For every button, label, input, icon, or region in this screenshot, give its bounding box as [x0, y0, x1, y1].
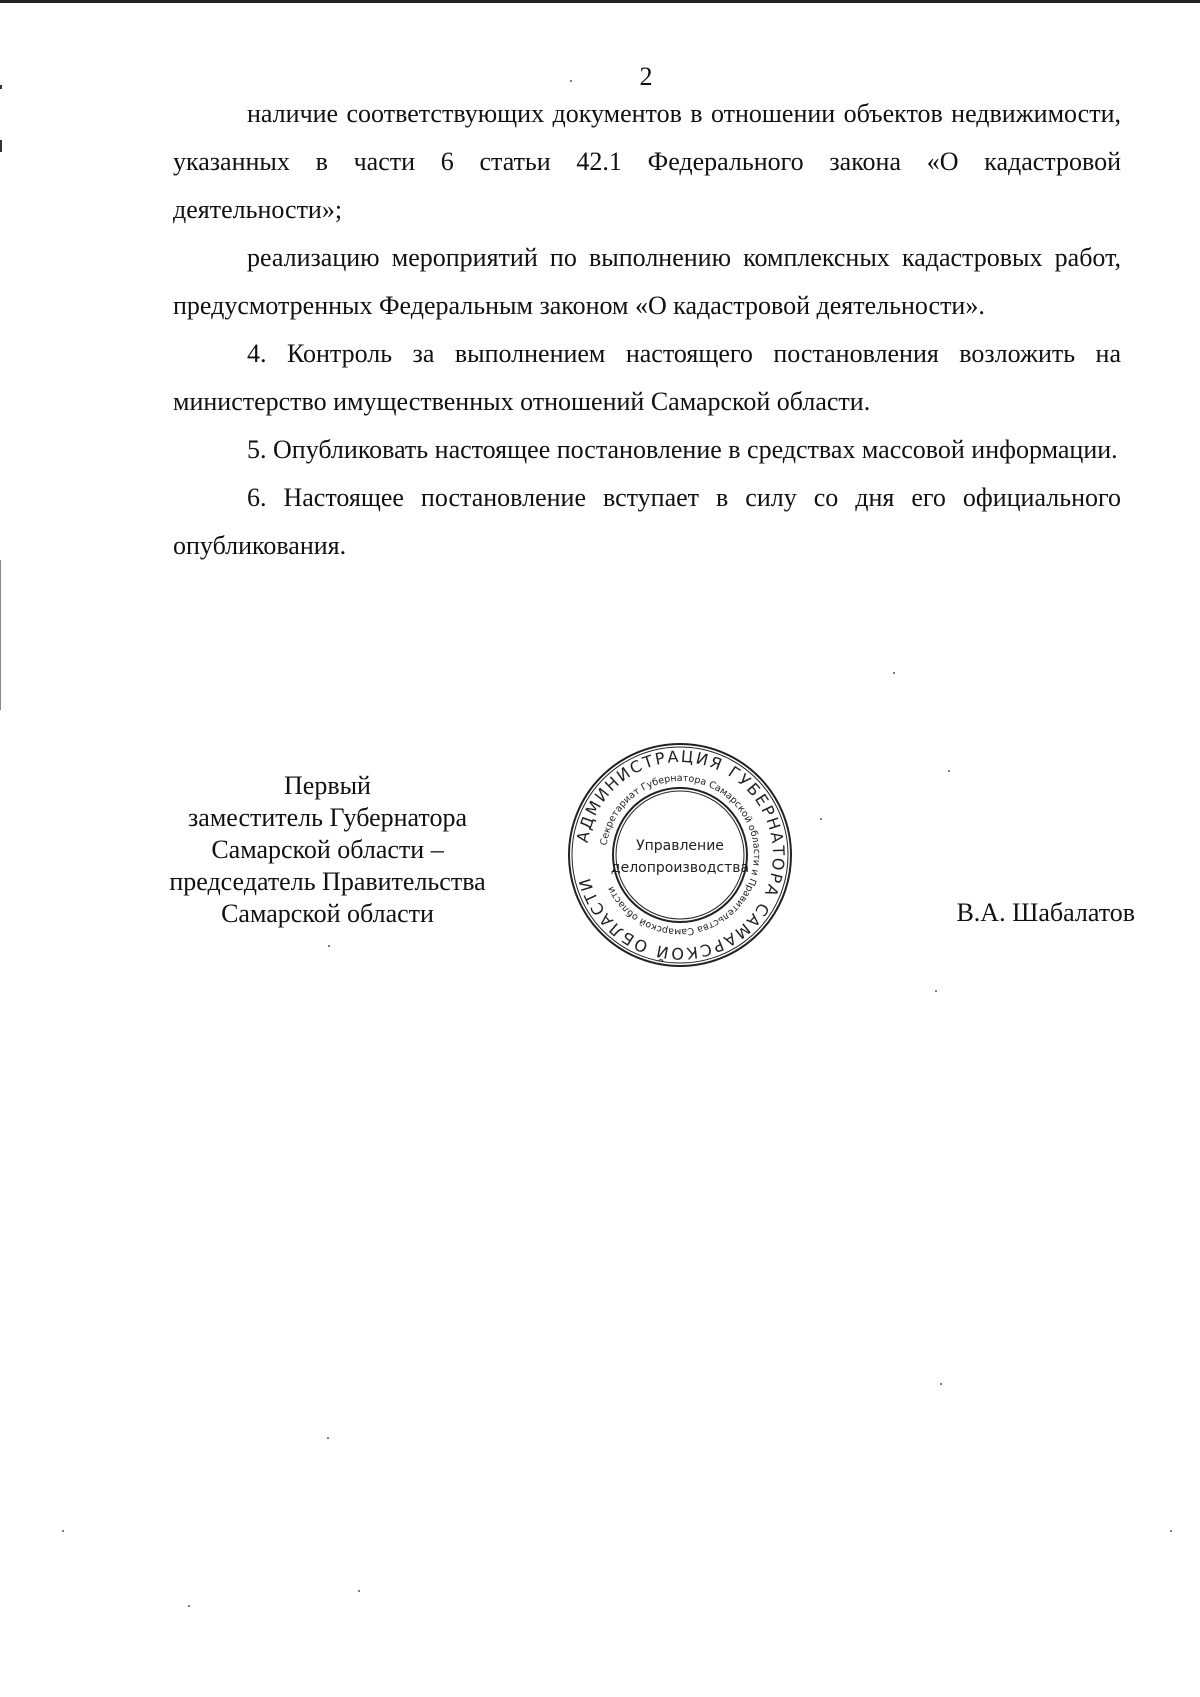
position-line: Самарской области [221, 899, 434, 928]
seal-center-line: Управление [636, 838, 724, 854]
scan-top-edge [0, 0, 1200, 3]
scan-speck [570, 80, 572, 82]
scan-speck [1170, 1530, 1172, 1532]
position-line: Самарской области – [211, 835, 444, 864]
seal-inner-ring [610, 788, 750, 922]
official-seal [565, 740, 795, 970]
scan-speck [948, 770, 950, 772]
paragraph: наличие соответствующих документов в отношении объектов недвижимости, указанных в части 6 статьи 42.1 Федерального закона «О кадастровой деятельности»; [173, 99, 1121, 224]
seal-middle-text: Секретариат Губернатора Самарской области и Правительства Самарской области [598, 772, 763, 938]
scan-speck [62, 1530, 64, 1532]
scan-speck [893, 672, 895, 674]
svg-text:Секретариат Губернатора Самарс [599, 773, 762, 937]
paragraph: 6. Настоящее постановление вступает в силу со дня его официального опубликования. [173, 483, 1121, 560]
position-line: председатель Правительства [169, 867, 486, 896]
scan-speck [328, 945, 330, 947]
seal-center-line: делопроизводства [610, 860, 750, 876]
scan-left-mark [0, 560, 1, 710]
paragraph: 5. Опубликовать настоящее постановление в средствах массовой информации. [247, 435, 1118, 464]
document-body [173, 90, 1121, 570]
scan-left-mark [0, 140, 2, 152]
scan-speck [188, 1605, 190, 1607]
scan-speck [327, 1437, 329, 1439]
scan-speck [358, 1590, 360, 1592]
scan-speck [940, 1383, 942, 1385]
position-line: Первый [284, 771, 371, 800]
position-line: заместитель Губернатора [188, 803, 467, 832]
paragraph: 4. Контроль за выполнением настоящего постановления возложить на министерство имущественных отношений Самарской области. [173, 339, 1121, 416]
seal-inner-ring-inner [616, 791, 744, 919]
signatory-name: В.А. Шабалатов [956, 898, 1135, 927]
page-number: 2 [639, 62, 653, 91]
signatory-position [150, 770, 505, 930]
scan-speck [820, 818, 822, 820]
paragraph: реализацию мероприятий по выполнению комплексных кадастровых работ, предусмотренных Федеральным законом «О кадастровой деятельности». [173, 243, 1121, 320]
scan-speck [935, 990, 937, 992]
seal-outer-text: АДМИНИСТРАЦИЯ ГУБЕРНАТОРА САМАРСКОЙ ОБЛАСТИ [572, 746, 789, 964]
